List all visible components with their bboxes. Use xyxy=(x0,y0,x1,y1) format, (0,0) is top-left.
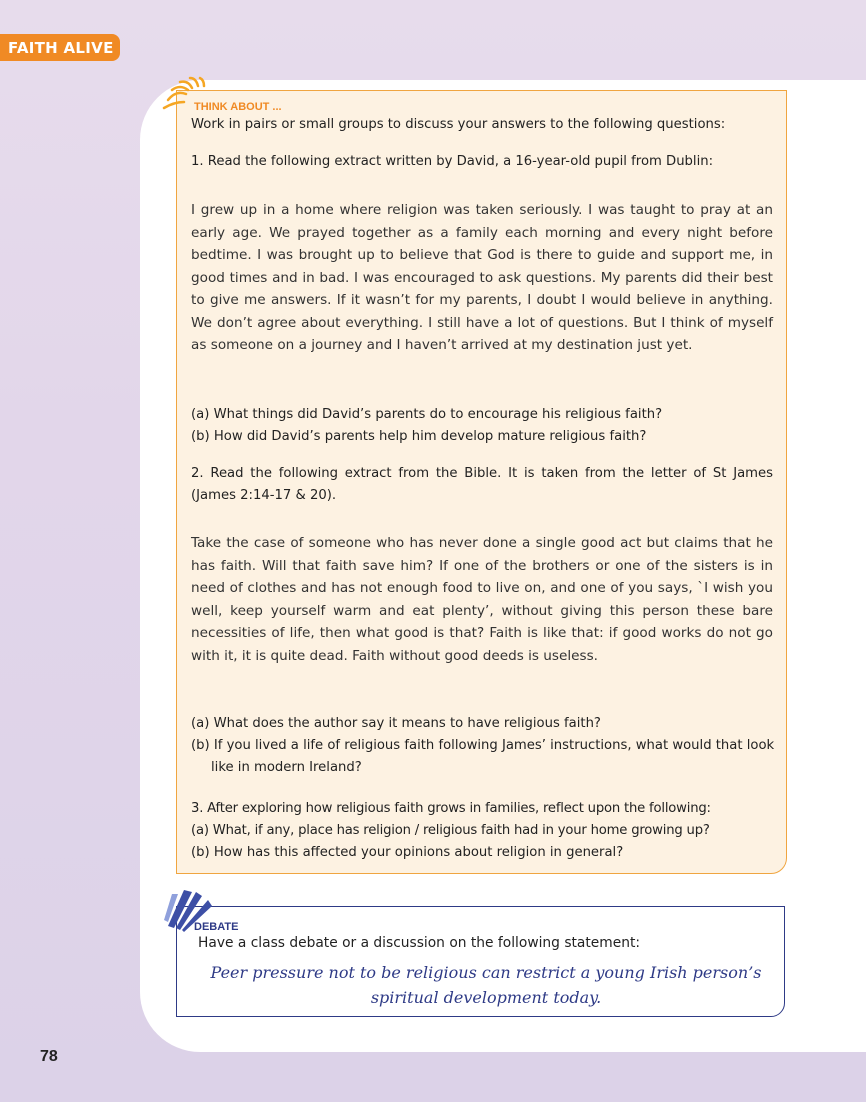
question-1a: (a) What things did David’s parents do to encourage his religious faith? xyxy=(191,407,663,422)
question-3: 3. After exploring how religious faith grows in families, reflect upon the following: xyxy=(191,801,711,816)
intro-text: Work in pairs or small groups to discuss your answers to the following questions: xyxy=(191,117,726,132)
page-number: 78 xyxy=(40,1048,58,1065)
question-2: 2. Read the following extract from the Bible. It is taken from the letter of St James (James 2:14-17 & 20). xyxy=(191,466,773,503)
debate-statement: Peer pressure not to be religious can restrict a young Irish person’s spiritual development today. xyxy=(210,963,762,1007)
question-1b: (b) How did David’s parents help him develop mature religious faith? xyxy=(191,429,647,444)
section-tab-label: FAITH ALIVE xyxy=(8,38,114,57)
question-3b: (b) How has this affected your opinions about religion in general? xyxy=(191,845,624,860)
question-2a: (a) What does the author say it means to have religious faith? xyxy=(191,716,601,731)
question-1: 1. Read the following extract written by David, a 16-year-old pupil from Dublin: xyxy=(191,154,714,169)
question-3a: (a) What, if any, place has religion / religious faith had in your home growing up? xyxy=(191,823,710,838)
question-2b: (b) If you lived a life of religious faith following James’ instructions, what would that look like in modern Ireland? xyxy=(191,738,775,775)
debate-instruction: Have a class debate or a discussion on the following statement: xyxy=(198,935,641,951)
david-extract: I grew up in a home where religion was taken seriously. I was taught to pray at an early age. We prayed together as a family each morning and every night before bedtime. I was brought up to believe that God is there to guide and support me, in good times and in bad. I was encouraged to ask questions. My parents did their best to give me answers. If it wasn’t for my parents, I doubt I would believe in anything. We don’t agree about everything. I still have a lot of questions. But I think of myself as someone on a journey and I haven’t arrived at my destination just yet. xyxy=(191,202,773,353)
debate-label: DEBATE xyxy=(194,921,239,933)
bible-extract: Take the case of someone who has never done a single good act but claims that he has faith. Will that faith save him? If one of the brothers or one of the sisters is in need of clothes and has not enough food to live on, and one of you says, `I wish you well, keep yourself warm and eat plenty’, without giving this person these bare necessities of life, then what good is that? Faith is like that: if good works do not go with it, it is quite dead. Faith without good deeds is useless. xyxy=(191,535,773,664)
section-tab xyxy=(0,34,120,61)
think-about-label: THINK ABOUT ... xyxy=(194,101,282,113)
